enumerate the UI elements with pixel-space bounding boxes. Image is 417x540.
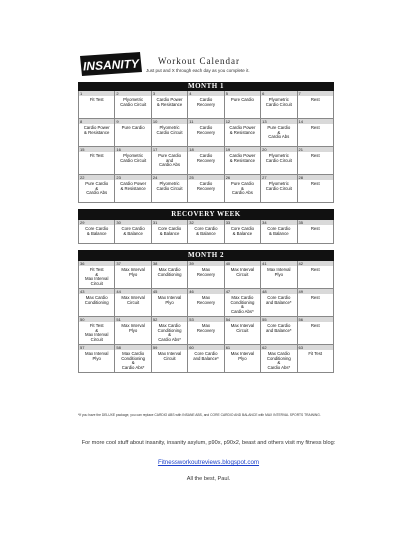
day-number: 60 (188, 345, 223, 350)
calendar-day-cell[interactable] (298, 147, 334, 175)
calendar-day-cell[interactable] (261, 220, 297, 244)
day-number: 18 (188, 147, 223, 152)
calendar-day-cell[interactable] (152, 261, 188, 289)
workout-name: Max Interval Plyo (121, 323, 145, 333)
calendar-day-cell[interactable] (115, 147, 151, 175)
workout-name: Pure Cardio & Cardio Abs (230, 181, 254, 196)
workout-name: Pure Cardio & Cardio Abs (85, 181, 109, 196)
workout-name: Core Cardio and Balance* (266, 323, 292, 333)
workout-name: Max Interval Circuit (121, 295, 145, 305)
workout-name: Core Cardio & Balance (230, 226, 254, 236)
day-number: 11 (188, 119, 223, 124)
day-number: 3 (152, 91, 187, 96)
day-number: 37 (115, 261, 150, 266)
day-number: 42 (298, 261, 333, 266)
insanity-logo (80, 52, 142, 78)
day-number: 57 (79, 345, 114, 350)
day-number: 61 (225, 345, 260, 350)
workout-name: Cardio Power & Resistance (156, 97, 183, 107)
calendar-day-cell[interactable] (298, 289, 334, 317)
workout-name: Plyometric Cardio Circuit (265, 153, 292, 163)
day-number: 27 (261, 175, 296, 180)
calendar-day-cell[interactable] (225, 261, 261, 289)
workout-name: Fit Test & Max Interval Circuit (85, 267, 109, 286)
workout-name: Pure Cardio & Cardio Abs (267, 125, 291, 140)
calendar-day-cell[interactable] (298, 345, 334, 373)
day-number: 14 (298, 119, 333, 124)
day-number: 49 (298, 289, 333, 294)
calendar-day-cell[interactable] (78, 317, 115, 345)
day-number: 54 (225, 317, 260, 322)
workout-name: Max Cardio Conditioning & Cardio Abs* (230, 295, 255, 314)
day-number: 23 (115, 175, 150, 180)
day-number: 6 (261, 91, 296, 96)
workout-name: Plyometric Cardio Circuit (265, 181, 292, 191)
day-number: 20 (261, 147, 296, 152)
calendar-day-cell[interactable] (188, 345, 224, 373)
workout-name: Core Cardio & Balance (121, 226, 145, 236)
workout-name: Plyometric Cardio Circuit (156, 125, 183, 135)
blog-intro: For more cool stuff about insanity, insanity asylum, p90x, p90x2, beast and others visit my fitness blog: (81, 440, 336, 446)
calendar-day-cell[interactable] (152, 91, 188, 119)
svg-text:INSANITY: INSANITY (82, 56, 140, 74)
workout-name: Cardio Recovery (196, 181, 216, 191)
calendar-week-row (78, 261, 334, 289)
workout-name: Cardio Recovery (196, 125, 216, 135)
calendar-day-cell[interactable] (225, 175, 261, 203)
day-number: 51 (115, 317, 150, 322)
workout-name: Max Interval Plyo (85, 351, 109, 361)
calendar-day-cell[interactable] (188, 261, 224, 289)
section-heading: MONTH 2 (78, 250, 334, 261)
calendar-day-cell[interactable] (115, 119, 151, 147)
calendar-day-cell[interactable] (78, 261, 115, 289)
calendar-day-cell[interactable] (261, 345, 297, 373)
workout-name: Max Recovery (196, 295, 216, 305)
calendar-day-cell[interactable] (152, 175, 188, 203)
workout-name: Core Cardio and Balance* (266, 295, 292, 305)
section-heading: MONTH 1 (78, 82, 334, 91)
signoff: All the best, Paul. (186, 476, 231, 482)
calendar-day-cell[interactable] (261, 91, 297, 119)
day-number: 41 (261, 261, 296, 266)
workout-name: Pure Cardio and Cardio Abs (158, 153, 182, 168)
workout-name: Cardio Power & Resistance (229, 153, 256, 163)
workout-name: Fit Test & Max Interval Circuit (85, 323, 109, 342)
workout-name: Plyometric Cardio Circuit (156, 181, 183, 191)
calendar-day-cell[interactable] (152, 289, 188, 317)
day-number: 34 (261, 220, 296, 225)
calendar-day-cell[interactable] (78, 147, 115, 175)
day-number: 58 (115, 345, 150, 350)
day-number: 40 (225, 261, 260, 266)
calendar-week-row (78, 91, 334, 119)
calendar-day-cell[interactable] (225, 345, 261, 373)
workout-name: Plyometric Cardio Circuit (120, 97, 147, 107)
workout-name: Rest (310, 125, 320, 130)
workout-name: Cardio Power & Resistance (83, 125, 110, 135)
workout-name: Max Cardio Conditioning & Cardio Abs* (157, 323, 182, 342)
day-number: 17 (152, 147, 187, 152)
workout-name: Fit Test (89, 153, 104, 158)
calendar-day-cell[interactable] (78, 91, 115, 119)
day-number: 30 (115, 220, 150, 225)
calendar-week-row (78, 175, 334, 203)
workout-name: Cardio Power & Resistance (229, 125, 256, 135)
workout-name: Max Interval Circuit (230, 323, 255, 333)
workout-name: Core Cardio & Balance (157, 226, 182, 236)
day-number: 44 (115, 289, 150, 294)
workout-name: Core Cardio and Balance* (193, 351, 219, 361)
workout-name: Plyometric Cardio Circuit (265, 97, 292, 107)
calendar-day-cell[interactable] (115, 289, 151, 317)
day-number: 31 (152, 220, 187, 225)
section-heading: RECOVERY WEEK (78, 209, 334, 220)
workout-name: Rest (310, 295, 320, 300)
calendar-week-row (78, 317, 334, 345)
calendar-day-cell[interactable] (188, 289, 224, 317)
day-number: 45 (152, 289, 187, 294)
day-number: 24 (152, 175, 187, 180)
day-number: 48 (261, 289, 296, 294)
calendar-day-cell[interactable] (188, 91, 224, 119)
workout-name: Max Cardio Conditioning (84, 295, 109, 305)
workout-calendar (78, 82, 334, 373)
calendar-day-cell[interactable] (78, 345, 115, 373)
workout-name: Max Interval Plyo (121, 267, 145, 277)
day-number: 13 (261, 119, 296, 124)
day-number: 1 (79, 91, 114, 96)
calendar-week-row (78, 119, 334, 147)
day-number: 29 (79, 220, 114, 225)
workout-name: Max Interval Plyo (157, 295, 182, 305)
workout-name: Max Recovery (196, 323, 216, 333)
day-number: 8 (79, 119, 114, 124)
calendar-day-cell[interactable] (78, 119, 115, 147)
calendar-day-cell[interactable] (78, 289, 115, 317)
calendar-day-cell[interactable] (225, 91, 261, 119)
calendar-day-cell[interactable] (152, 119, 188, 147)
day-number: 26 (225, 175, 260, 180)
day-number: 62 (261, 345, 296, 350)
day-number: 55 (261, 317, 296, 322)
day-number: 5 (225, 91, 260, 96)
calendar-day-cell[interactable] (152, 147, 188, 175)
calendar-day-cell[interactable] (225, 317, 261, 345)
workout-name: Max Interval Circuit (157, 351, 182, 361)
calendar-week-row (78, 147, 334, 175)
calendar-day-cell[interactable] (225, 119, 261, 147)
day-number: 59 (152, 345, 187, 350)
calendar-day-cell[interactable] (261, 119, 297, 147)
day-number: 52 (152, 317, 187, 322)
calendar-day-cell[interactable] (188, 147, 224, 175)
calendar-day-cell[interactable] (115, 220, 151, 244)
day-number: 50 (79, 317, 114, 322)
calendar-day-cell[interactable] (298, 261, 334, 289)
workout-name: Fit Test (89, 97, 104, 102)
calendar-day-cell[interactable] (78, 175, 115, 203)
calendar-day-cell[interactable] (115, 317, 151, 345)
day-number: 12 (225, 119, 260, 124)
day-number: 28 (298, 175, 333, 180)
day-number: 35 (298, 220, 333, 225)
workout-name: Max Cardio Conditioning (157, 267, 182, 277)
workout-name: Rest (310, 323, 320, 328)
calendar-day-cell[interactable] (225, 147, 261, 175)
day-number: 63 (298, 345, 333, 350)
calendar-day-cell[interactable] (261, 175, 297, 203)
calendar-day-cell[interactable] (298, 119, 334, 147)
calendar-day-cell[interactable] (188, 220, 224, 244)
blog-link[interactable]: Fitnessworkoutreviews.blogspot.com (157, 459, 260, 466)
workout-name: Max Interval Plyo (230, 351, 255, 361)
day-number: 10 (152, 119, 187, 124)
calendar-day-cell[interactable] (152, 220, 188, 244)
calendar-day-cell[interactable] (261, 289, 297, 317)
workout-name: Rest (310, 181, 320, 186)
calendar-day-cell[interactable] (152, 345, 188, 373)
workout-name: Core Cardio & Balance (194, 226, 218, 236)
workout-name: Max Recovery (196, 267, 216, 277)
calendar-day-cell[interactable] (298, 220, 334, 244)
day-number: 4 (188, 91, 223, 96)
calendar-day-cell[interactable] (188, 119, 224, 147)
workout-name: Rest (310, 97, 320, 102)
workout-name: Rest (310, 153, 320, 158)
day-number: 2 (115, 91, 150, 96)
calendar-day-cell[interactable] (261, 147, 297, 175)
calendar-day-cell[interactable] (225, 220, 261, 244)
day-number: 38 (152, 261, 187, 266)
calendar-day-cell[interactable] (115, 345, 151, 373)
day-number: 39 (188, 261, 223, 266)
calendar-day-cell[interactable] (115, 175, 151, 203)
day-number: 53 (188, 317, 223, 322)
day-number: 46 (188, 289, 223, 294)
calendar-day-cell[interactable] (298, 175, 334, 203)
day-number: 33 (225, 220, 260, 225)
workout-name: Fit Test (308, 351, 323, 356)
workout-name: Max Interval Plyo (267, 267, 291, 277)
day-number: 43 (79, 289, 114, 294)
calendar-day-cell[interactable] (298, 317, 334, 345)
calendar-week-row (78, 345, 334, 373)
day-number: 56 (298, 317, 333, 322)
calendar-week-row (78, 220, 334, 244)
calendar-day-cell[interactable] (225, 289, 261, 317)
day-number: 7 (298, 91, 333, 96)
calendar-day-cell[interactable] (152, 317, 188, 345)
calendar-day-cell[interactable] (78, 220, 115, 244)
workout-name: Pure Cardio (230, 97, 254, 102)
calendar-day-cell[interactable] (188, 317, 224, 345)
workout-name: Max Cardio Conditioning & Cardio Abs* (121, 351, 146, 370)
workout-name: Rest (310, 267, 320, 272)
day-number: 47 (225, 289, 260, 294)
day-number: 22 (79, 175, 114, 180)
workout-name: Cardio Recovery (196, 97, 216, 107)
calendar-week-row (78, 289, 334, 317)
day-number: 36 (79, 261, 114, 266)
calendar-day-cell[interactable] (261, 261, 297, 289)
day-number: 9 (115, 119, 150, 124)
deluxe-footnote: *If you have the DELUXE package, you can replace CARDIO ABS with INSANE ABS, and CORE CARDIO AND BALANCE with MAX INTERVAL SPORTS TRAINING. (78, 413, 321, 417)
workout-name: Cardio Recovery (196, 153, 216, 163)
day-number: 32 (188, 220, 223, 225)
day-number: 25 (188, 175, 223, 180)
workout-name: Max Interval Circuit (230, 267, 255, 277)
calendar-day-cell[interactable] (188, 175, 224, 203)
calendar-day-cell[interactable] (298, 91, 334, 119)
page-subtitle: Just put and X through each day as you complete it. (146, 68, 250, 73)
day-number: 15 (79, 147, 114, 152)
workout-name: Core Cardio & Balance (267, 226, 291, 236)
workout-name: Rest (310, 226, 320, 231)
day-number: 19 (225, 147, 260, 152)
page-title: Workout Calendar (158, 56, 241, 66)
workout-name: Core Cardio & Balance (85, 226, 109, 236)
calendar-day-cell[interactable] (261, 317, 297, 345)
workout-name: Cardio Power & Resistance (120, 181, 147, 191)
workout-name: Plyometric Cardio Circuit (120, 153, 147, 163)
day-number: 21 (298, 147, 333, 152)
workout-name: Pure Cardio (121, 125, 145, 130)
calendar-day-cell[interactable] (115, 91, 151, 119)
workout-name: Max Cardio Conditioning & Cardio Abs* (266, 351, 291, 370)
day-number: 16 (115, 147, 150, 152)
calendar-day-cell[interactable] (115, 261, 151, 289)
